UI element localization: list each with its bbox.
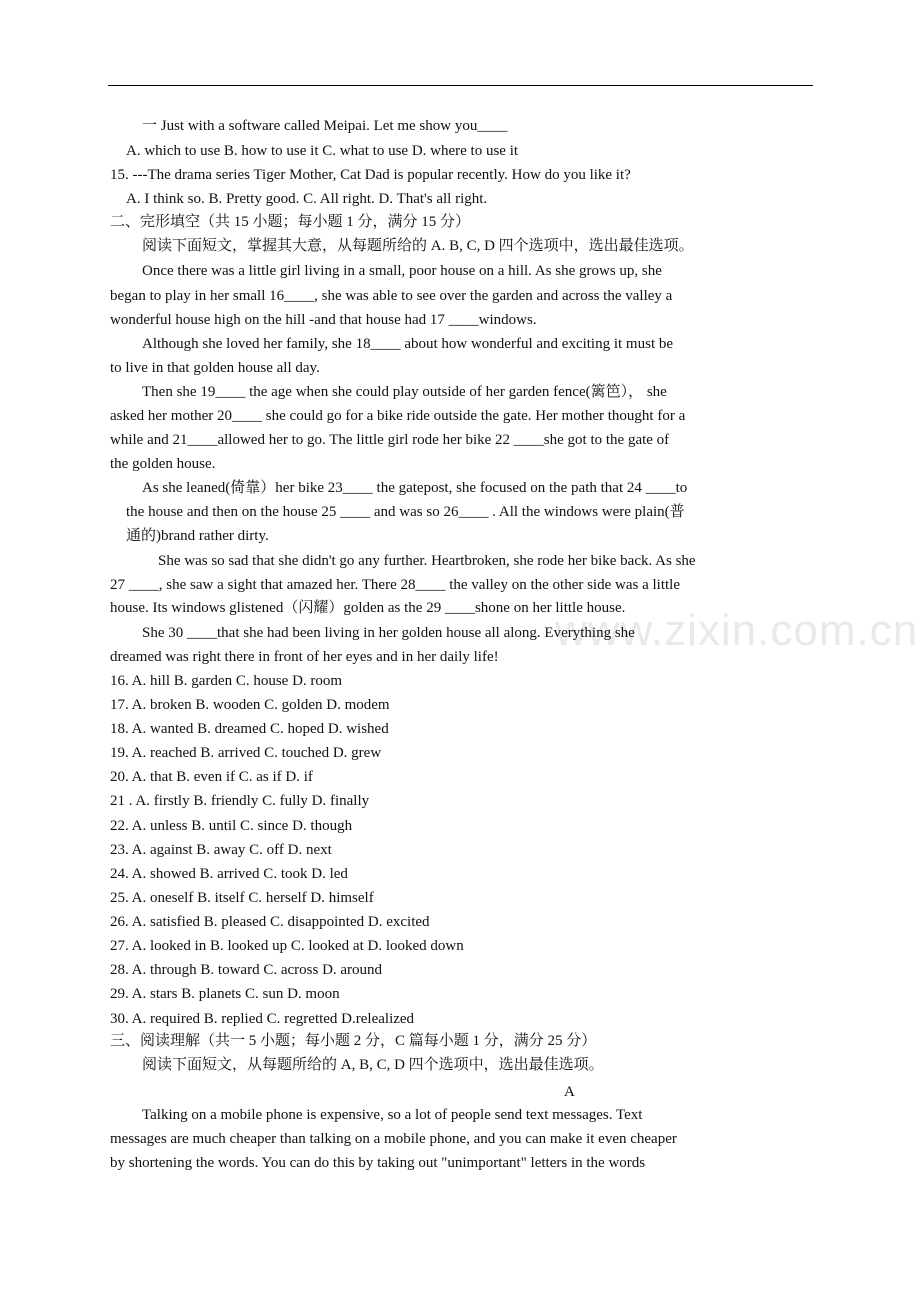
cloze-option-row: 18. A. wanted B. dreamed C. hoped D. wished bbox=[110, 721, 389, 737]
cloze-passage-line: wonderful house high on the hill -and that house had 17 ____windows. bbox=[110, 312, 537, 328]
cloze-passage-line: Then she 19____ the age when she could play outside of her garden fence(篱笆）， she bbox=[142, 384, 667, 400]
cloze-option-row: 26. A. satisfied B. pleased C. disappointed D. excited bbox=[110, 914, 430, 930]
header-rule bbox=[108, 85, 813, 86]
cloze-passage-line: Once there was a little girl living in a small, poor house on a hill. As she grows up, she bbox=[142, 263, 662, 279]
cloze-option-row: 19. A. reached B. arrived C. touched D. grew bbox=[110, 745, 382, 761]
watermark: www.zixin.com.cn bbox=[555, 606, 919, 655]
cloze-passage-line: the golden house. bbox=[110, 456, 216, 472]
cloze-option-row: 20. A. that B. even if C. as if D. if bbox=[110, 769, 313, 785]
cloze-passage-line: asked her mother 20____ she could go for a bike ride outside the gate. Her mother thought for a bbox=[110, 408, 686, 424]
cloze-passage-line: while and 21____allowed her to go. The little girl rode her bike 22 ____she got to the gate of bbox=[110, 432, 670, 448]
cloze-passage-line: 27 ____, she saw a sight that amazed her. There 28____ the valley on the other side was a little bbox=[110, 577, 680, 593]
cloze-passage-line: She 30 ____that she had been living in her golden house all along. Everything she bbox=[142, 625, 635, 641]
passage-label: A bbox=[564, 1084, 575, 1100]
cloze-passage-line: house. Its windows glistened（闪耀）golden as the 29 ____shone on her little house. bbox=[110, 600, 626, 616]
cloze-passage-line: As she leaned(倚靠）her bike 23____ the gatepost, she focused on the path that 24 ____to bbox=[142, 480, 688, 496]
reading-heading: 三、阅读理解（共一 5 小题；每小题 2 分，C 篇每小题 1 分，满分 25 分） bbox=[110, 1033, 597, 1049]
cloze-passage-line: She was so sad that she didn't go any further. Heartbroken, she rode her bike back. As she bbox=[158, 553, 696, 569]
reading-instruction: 阅读下面短文，从每题所给的 A, B, C, D 四个选项中，选出最佳选项。 bbox=[142, 1057, 604, 1073]
cloze-option-row: 27. A. looked in B. looked up C. looked at D. looked down bbox=[110, 938, 464, 954]
cloze-instruction: 阅读下面短文，掌握其大意，从每题所给的 A. B, C, D 四个选项中，选出最佳选项。 bbox=[142, 238, 694, 254]
reading-passage-line: Talking on a mobile phone is expensive, so a lot of people send text messages. Text bbox=[142, 1107, 643, 1123]
cloze-option-row: 24. A. showed B. arrived C. took D. led bbox=[110, 866, 348, 882]
q14-options: A. which to use B. how to use it C. what to use D. where to use it bbox=[126, 143, 519, 159]
cloze-option-row: 30. A. required B. replied C. regretted D.relealized bbox=[110, 1011, 415, 1027]
cloze-passage-line: began to play in her small 16____, she was able to see over the garden and across the valley a bbox=[110, 288, 673, 304]
q15-options: A. I think so. B. Pretty good. C. All right. D. That's all right. bbox=[126, 191, 488, 207]
cloze-option-row: 22. A. unless B. until C. since D. though bbox=[110, 818, 353, 834]
q14-dialogue: 一 Just with a software called Meipai. Let me show you____ bbox=[142, 118, 508, 134]
cloze-passage-line: 通的)brand rather dirty. bbox=[126, 528, 269, 544]
cloze-option-row: 25. A. oneself B. itself C. herself D. himself bbox=[110, 890, 374, 906]
cloze-option-row: 29. A. stars B. planets C. sun D. moon bbox=[110, 986, 340, 1002]
cloze-passage-line: Although she loved her family, she 18____ about how wonderful and exciting it must be bbox=[142, 336, 674, 352]
cloze-passage-line: to live in that golden house all day. bbox=[110, 360, 320, 376]
cloze-passage-line: the house and then on the house 25 ____ and was so 26____ . All the windows were plain(普 bbox=[126, 504, 685, 520]
cloze-option-row: 23. A. against B. away C. off D. next bbox=[110, 842, 332, 858]
cloze-option-row: 21 . A. firstly B. friendly C. fully D. finally bbox=[110, 793, 370, 809]
cloze-option-row: 17. A. broken B. wooden C. golden D. modem bbox=[110, 697, 390, 713]
cloze-option-row: 28. A. through B. toward C. across D. around bbox=[110, 962, 383, 978]
cloze-option-row: 16. A. hill B. garden C. house D. room bbox=[110, 673, 343, 689]
cloze-heading: 二、完形填空（共 15 小题；每小题 1 分，满分 15 分） bbox=[110, 214, 471, 230]
q15-prompt: 15. ---The drama series Tiger Mother, Cat Dad is popular recently. How do you like it? bbox=[110, 167, 631, 183]
reading-passage-line: by shortening the words. You can do this by taking out "unimportant" letters in the words bbox=[110, 1155, 646, 1171]
reading-passage-line: messages are much cheaper than talking on a mobile phone, and you can make it even cheaper bbox=[110, 1131, 677, 1147]
cloze-passage-line: dreamed was right there in front of her eyes and in her daily life! bbox=[110, 649, 499, 665]
